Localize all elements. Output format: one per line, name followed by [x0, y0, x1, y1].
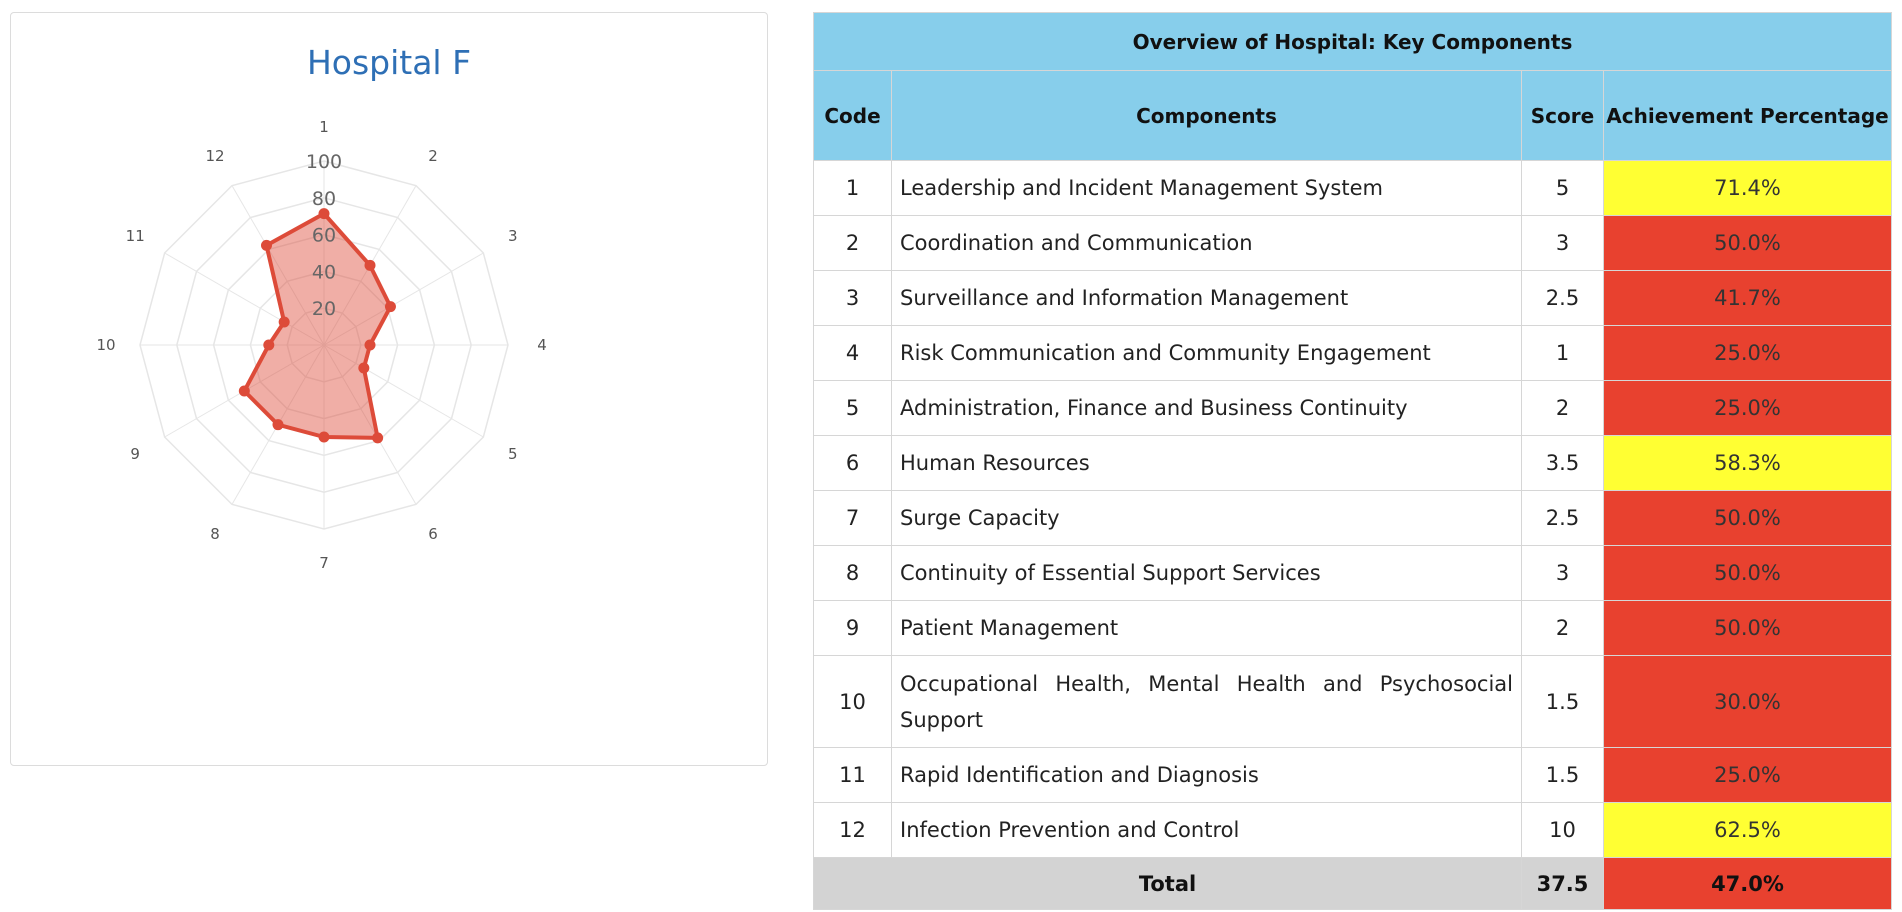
- cell-achievement: 25.0%: [1604, 748, 1892, 803]
- cell-component: Leadership and Incident Management System: [892, 161, 1522, 216]
- components-table-wrap: [813, 12, 1892, 910]
- chart-title: Hospital F: [306, 43, 472, 82]
- cell-score: 3.5: [1522, 436, 1604, 491]
- cell-code: 7: [814, 491, 892, 546]
- cell-code: 10: [814, 656, 892, 748]
- data-point: [263, 340, 274, 351]
- cell-score: 2: [1522, 381, 1604, 436]
- cell-score: 10: [1522, 803, 1604, 858]
- table-row: [814, 326, 1892, 381]
- cell-score: 1.5: [1522, 656, 1604, 748]
- cell-score: 1.5: [1522, 748, 1604, 803]
- radar-chart: [11, 13, 767, 765]
- table-row: [814, 546, 1892, 601]
- axis-label: 9: [130, 445, 140, 463]
- tick-label: 60: [311, 224, 337, 247]
- cell-score: 3: [1522, 546, 1604, 601]
- cell-achievement: 50.0%: [1604, 491, 1892, 546]
- axis-label: 8: [210, 524, 220, 543]
- tick-label: 40: [311, 261, 337, 284]
- cell-achievement: 50.0%: [1604, 601, 1892, 656]
- radar-chart-card: [10, 12, 768, 766]
- tick-label: 80: [311, 187, 337, 210]
- axis-label: 4: [537, 336, 547, 354]
- cell-component: Patient Management: [892, 601, 1522, 656]
- cell-code: 8: [814, 546, 892, 601]
- table-row: [814, 381, 1892, 436]
- cell-component: Surge Capacity: [892, 491, 1522, 546]
- cell-component: Surveillance and Information Management: [892, 271, 1522, 326]
- axis-label: 12: [205, 147, 225, 166]
- data-point: [273, 419, 284, 430]
- cell-component: Infection Prevention and Control: [892, 803, 1522, 858]
- axis-label: 3: [508, 227, 518, 245]
- components-table: [813, 12, 1892, 910]
- table-row: [814, 216, 1892, 271]
- cell-score: 2: [1522, 601, 1604, 656]
- cell-achievement: 30.0%: [1604, 656, 1892, 748]
- cell-component: Administration, Finance and Business Continuity: [892, 381, 1522, 436]
- cell-code: 6: [814, 436, 892, 491]
- cell-component: Human Resources: [892, 436, 1522, 491]
- cell-component: Continuity of Essential Support Services: [892, 546, 1522, 601]
- axis-label: 7: [319, 554, 329, 572]
- cell-code: 12: [814, 803, 892, 858]
- data-point: [358, 363, 369, 374]
- table-row: [814, 601, 1892, 656]
- header-code: Code: [814, 71, 892, 161]
- cell-score: 5: [1522, 161, 1604, 216]
- axis-label: 2: [428, 147, 438, 166]
- tick-label: 20: [311, 298, 337, 321]
- cell-component: Rapid Identification and Diagnosis: [892, 748, 1522, 803]
- cell-score: 3: [1522, 216, 1604, 271]
- axis-label: 1: [319, 118, 329, 136]
- data-point: [365, 260, 376, 271]
- total-score: 37.5: [1522, 858, 1604, 910]
- table-row: [814, 161, 1892, 216]
- cell-code: 4: [814, 326, 892, 381]
- data-point: [319, 432, 330, 443]
- header-achievement: Achievement Percentage: [1604, 71, 1892, 161]
- table-title: Overview of Hospital: Key Components: [814, 13, 1892, 71]
- table-row: [814, 436, 1892, 491]
- table-row: [814, 748, 1892, 803]
- cell-score: 1: [1522, 326, 1604, 381]
- cell-achievement: 50.0%: [1604, 546, 1892, 601]
- header-components: Components: [892, 71, 1522, 161]
- cell-achievement: 25.0%: [1604, 381, 1892, 436]
- cell-component: Occupational Health, Mental Health and Psychosocial Support: [892, 656, 1522, 748]
- table-row: [814, 656, 1892, 748]
- cell-code: 1: [814, 161, 892, 216]
- cell-score: 2.5: [1522, 491, 1604, 546]
- cell-code: 5: [814, 381, 892, 436]
- axis-label: 6: [428, 524, 438, 543]
- total-label: Total: [814, 858, 1522, 910]
- data-point: [365, 340, 376, 351]
- cell-score: 2.5: [1522, 271, 1604, 326]
- data-point: [279, 317, 290, 328]
- cell-achievement: 50.0%: [1604, 216, 1892, 271]
- cell-code: 9: [814, 601, 892, 656]
- tick-label: 100: [305, 151, 343, 173]
- data-point: [372, 432, 383, 443]
- cell-achievement: 62.5%: [1604, 803, 1892, 858]
- table-row: [814, 803, 1892, 858]
- table-row: [814, 271, 1892, 326]
- data-point: [385, 301, 396, 312]
- axis-label: 10: [96, 336, 116, 354]
- cell-code: 2: [814, 216, 892, 271]
- cell-achievement: 58.3%: [1604, 436, 1892, 491]
- header-score: Score: [1522, 71, 1604, 161]
- cell-code: 3: [814, 271, 892, 326]
- axis-label: 5: [508, 445, 518, 463]
- cell-component: Risk Communication and Community Engagement: [892, 326, 1522, 381]
- data-point: [261, 240, 272, 251]
- total-row: [814, 858, 1892, 910]
- cell-achievement: 41.7%: [1604, 271, 1892, 326]
- cell-achievement: 25.0%: [1604, 326, 1892, 381]
- total-achievement: 47.0%: [1604, 858, 1892, 910]
- axis-label: 11: [125, 227, 145, 245]
- cell-code: 11: [814, 748, 892, 803]
- table-row: [814, 491, 1892, 546]
- cell-achievement: 71.4%: [1604, 161, 1892, 216]
- data-point: [239, 386, 250, 397]
- cell-component: Coordination and Communication: [892, 216, 1522, 271]
